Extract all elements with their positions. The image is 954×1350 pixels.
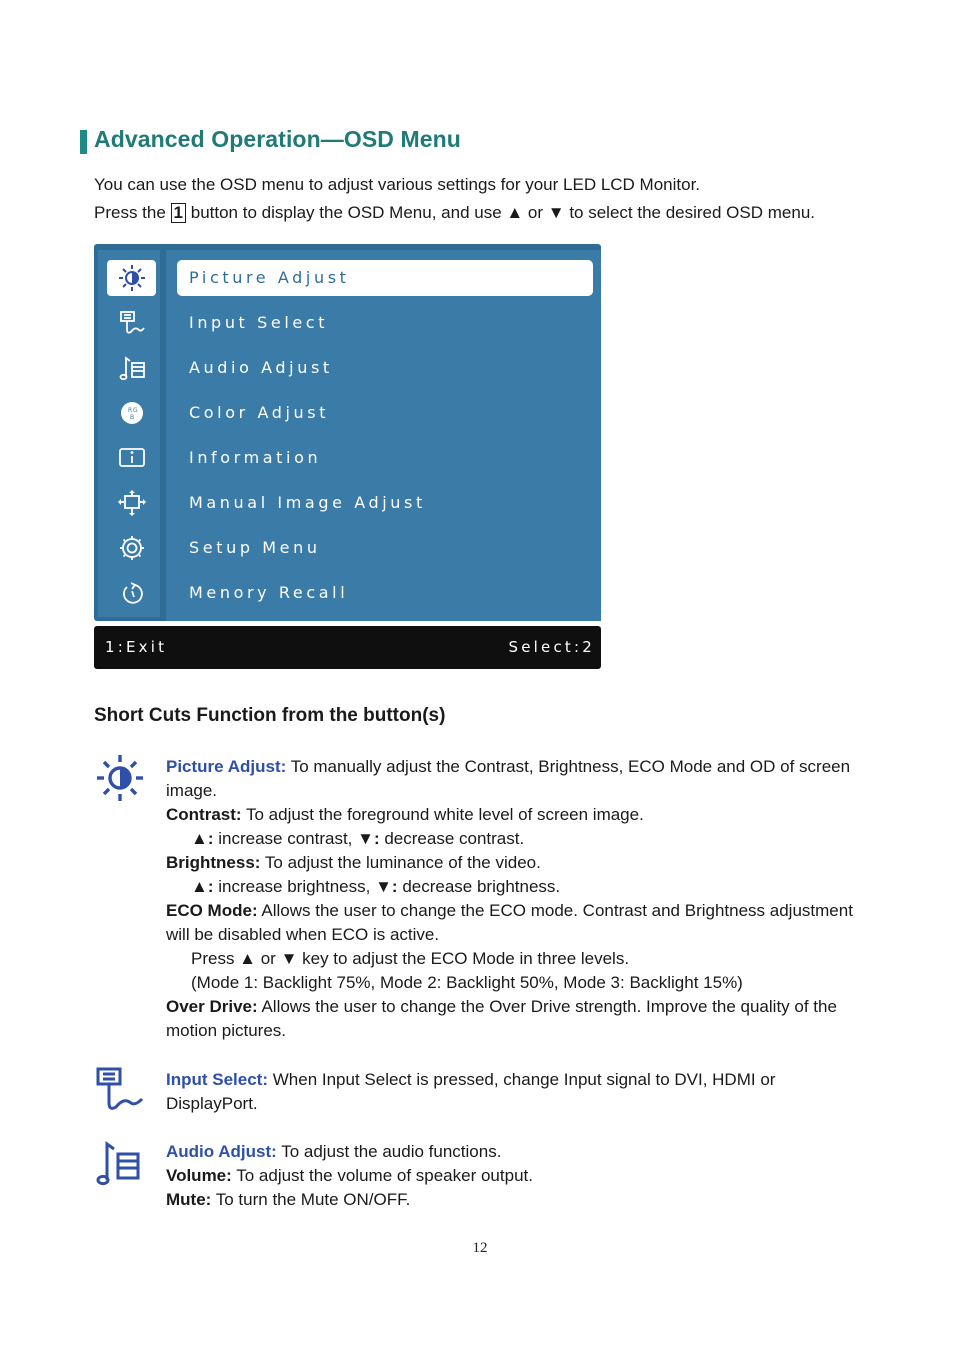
audio-adjust-section	[166, 1140, 866, 1212]
input-plug-icon[interactable]	[107, 305, 156, 341]
eco-mode-desc: Allows the user to change the ECO mode. Contrast and Brightness adjustment will be disabled when ECO is active.	[166, 901, 853, 944]
osd-select-hint: Select:2	[508, 638, 595, 656]
contrast-up-key: ▲:	[191, 829, 214, 848]
osd-item-picture-adjust[interactable]: Picture Adjust	[177, 260, 593, 296]
info-icon[interactable]	[107, 440, 156, 476]
contrast-down-key: ▼:	[357, 829, 380, 848]
brightness-desc: To adjust the luminance of the video.	[260, 853, 541, 872]
audio-note-icon	[94, 1138, 146, 1190]
heading-accent-bar	[80, 130, 87, 154]
intro-line-2	[94, 203, 815, 223]
picture-adjust-section	[166, 755, 866, 1043]
image-adjust-icon[interactable]	[107, 485, 156, 521]
page-title: Advanced Operation—OSD Menu	[94, 126, 461, 152]
brightness-icon	[94, 752, 146, 804]
eco-mode-label: ECO Mode:	[166, 901, 258, 920]
contrast-down-desc: decrease contrast.	[379, 829, 525, 848]
shortcuts-heading: Short Cuts Function from the button(s)	[94, 705, 446, 726]
gear-icon[interactable]	[107, 530, 156, 566]
brightness-up-key: ▲:	[191, 877, 214, 896]
svg-text:G: G	[132, 407, 138, 414]
eco-press-note: Press ▲ or ▼ key to adjust the ECO Mode in three levels.	[191, 949, 630, 968]
page-number: 12	[472, 1240, 488, 1256]
volume-desc: To adjust the volume of speaker output.	[231, 1166, 533, 1185]
picture-adjust-desc: To manually adjust the Contrast, Brightness, ECO Mode and OD of screen image.	[166, 757, 851, 800]
mute-desc: To turn the Mute ON/OFF.	[211, 1190, 411, 1209]
brightness-down-key: ▼:	[375, 877, 398, 896]
volume-label: Volume:	[166, 1166, 232, 1185]
input-select-desc: When Input Select is pressed, change Input signal to DVI, HDMI or DisplayPort.	[166, 1070, 776, 1113]
osd-item-manual-image-adjust[interactable]: Manual Image Adjust	[189, 493, 426, 512]
osd-exit-hint: 1:Exit	[105, 638, 168, 656]
rgb-color-icon[interactable]	[107, 395, 156, 431]
osd-item-audio-adjust[interactable]: Audio Adjust	[189, 358, 333, 377]
audio-note-icon[interactable]	[107, 350, 156, 386]
svg-text:B: B	[129, 414, 134, 421]
osd-item-memory-recall[interactable]: Menory Recall	[189, 583, 349, 602]
osd-item-input-select[interactable]: Input Select	[189, 313, 329, 332]
contrast-desc: To adjust the foreground white level of screen image.	[241, 805, 644, 824]
menu-key-label: 1	[171, 203, 186, 223]
intro-line-1: You can use the OSD menu to adjust various settings for your LED LCD Monitor.	[94, 175, 701, 194]
svg-text:R: R	[127, 407, 132, 414]
input-plug-icon	[94, 1065, 146, 1117]
osd-footer-bar	[94, 626, 601, 669]
over-drive-desc: Allows the user to change the Over Drive strength. Improve the quality of the motion pictures.	[166, 997, 837, 1040]
contrast-label: Contrast:	[166, 805, 242, 824]
input-select-title: Input Select:	[166, 1070, 269, 1089]
eco-modes-note: (Mode 1: Backlight 75%, Mode 2: Backlight 50%, Mode 3: Backlight 15%)	[191, 973, 743, 992]
osd-item-information[interactable]: Information	[189, 448, 322, 467]
brightness-label: Brightness:	[166, 853, 261, 872]
intro-line-2-pre: Press the	[94, 203, 171, 222]
over-drive-label: Over Drive:	[166, 997, 258, 1016]
brightness-icon[interactable]	[107, 260, 156, 296]
brightness-up-desc: increase brightness,	[213, 877, 376, 896]
intro-line-2-rest: button to display the OSD Menu, and use ▲ or ▼ to select the desired OSD menu.	[186, 203, 815, 222]
mute-label: Mute:	[166, 1190, 212, 1209]
contrast-up-desc: increase contrast,	[213, 829, 358, 848]
audio-adjust-title: Audio Adjust:	[166, 1142, 277, 1161]
picture-adjust-title: Picture Adjust:	[166, 757, 287, 776]
osd-item-color-adjust[interactable]: Color Adjust	[189, 403, 330, 422]
recall-icon[interactable]	[107, 575, 156, 611]
audio-adjust-desc: To adjust the audio functions.	[276, 1142, 502, 1161]
osd-item-setup-menu[interactable]: Setup Menu	[189, 538, 321, 557]
input-select-section	[166, 1068, 866, 1116]
brightness-down-desc: decrease brightness.	[397, 877, 561, 896]
